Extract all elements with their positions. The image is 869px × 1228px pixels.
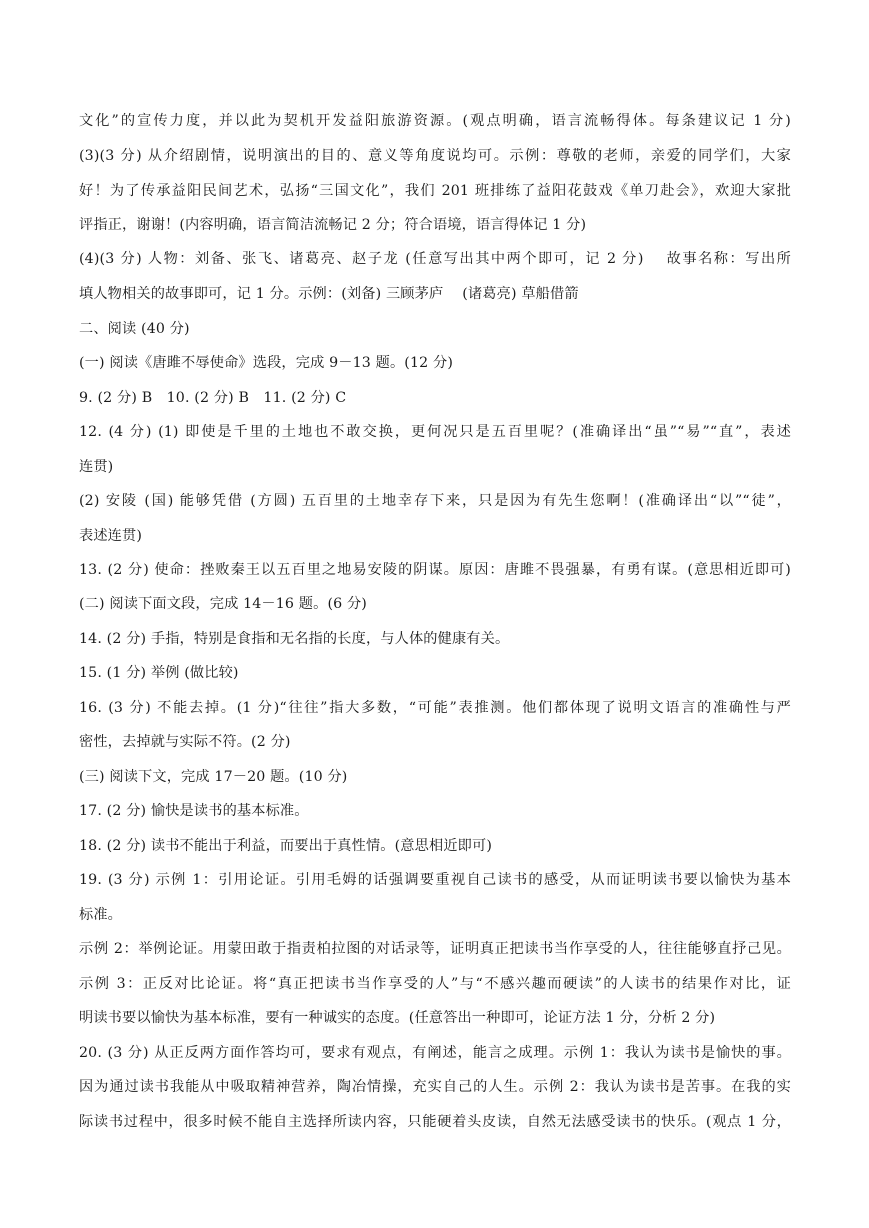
- text-line: 15. (1 分) 举例 (做比较): [79, 665, 239, 681]
- text-line: 标准。: [79, 907, 123, 923]
- text-line: 明读书要以愉快为基本标准，要有一种诚实的态度。(任意答出一种即可，论证方法 1 分，分析 2 分): [79, 1010, 716, 1026]
- text-line: 评指正，谢谢！(内容明确，语言简洁流畅记 2 分；符合语境，语言得体记 1 分): [79, 217, 587, 233]
- text-line: 16. (3 分) 不能去掉。(1 分)“往往”指大多数，“可能”表推测。他们都体现了说明文语言的准确性与严: [79, 700, 791, 716]
- text-line: 连贯): [79, 459, 114, 475]
- text-line: 表述连贯): [79, 528, 143, 544]
- text-line: 14. (2 分) 手指，特别是食指和无名指的长度，与人体的健康有关。: [79, 631, 510, 647]
- text-line: 填人物相关的故事即可，记 1 分。示例：(刘备) 三顾茅庐 (诸葛亮) 草船借箭: [79, 286, 579, 302]
- text-line: 好！为了传承益阳民间艺术，弘扬“三国文化”，我们 201 班排练了益阳花鼓戏《单刀赴会》，欢迎大家批: [79, 183, 791, 199]
- section-heading: 二、阅读 (40 分): [79, 321, 190, 337]
- subsection-heading: (三) 阅读下文，完成 17－20 题。(10 分): [79, 769, 348, 785]
- subsection-heading: (二) 阅读下面文段，完成 14－16 题。(6 分): [79, 596, 367, 612]
- text-line: 文化”的宣传力度，并以此为契机开发益阳旅游资源。(观点明确，语言流畅得体。每条建议记 1 分): [79, 113, 791, 129]
- text-line: 9. (2 分) B 10. (2 分) B 11. (2 分) C: [79, 390, 347, 406]
- text-line: (3)(3 分) 从介绍剧情，说明演出的目的、意义等角度说均可。示例：尊敬的老师，亲爱的同学们，大家: [79, 148, 791, 164]
- text-line: 20. (3 分) 从正反两方面作答均可，要求有观点，有阐述，能言之成理。示例 1：我认为读书是愉快的事。: [79, 1045, 791, 1061]
- text-line: 13. (2 分) 使命：挫败秦王以五百里之地易安陵的阴谋。原因：唐雎不畏强暴，有勇有谋。(意思相近即可): [79, 562, 791, 578]
- text-line: 示例 2：举例论证。用蒙田敢于指责柏拉图的对话录等，证明真正把读书当作享受的人，往往能够直抒己见。: [79, 941, 791, 957]
- text-line: 17. (2 分) 愉快是读书的基本标准。: [79, 803, 309, 819]
- text-line: 12. (4 分) (1) 即使是千里的土地也不敢交换，更何况只是五百里呢？(准确译出“虽”“易”“直”，表述: [79, 424, 791, 440]
- text-line: 示例 3：正反对比论证。将“真正把读书当作享受的人”与“不感兴趣而硬读”的人读书的结果作对比，证: [79, 976, 791, 992]
- text-line: (2) 安陵 (国) 能够凭借 (方圆) 五百里的土地幸存下来，只是因为有先生您啊！(准确译出“以”“徒”，: [79, 493, 791, 509]
- text-line: 19. (3 分) 示例 1：引用论证。引用毛姆的话强调要重视自己读书的感受，从而证明读书要以愉快为基本: [79, 872, 791, 888]
- text-line: 际读书过程中，很多时候不能自主选择所读内容，只能硬着头皮读，自然无法感受读书的快乐。(观点 1 分，: [79, 1114, 791, 1130]
- subsection-heading: (一) 阅读《唐雎不辱使命》选段，完成 9－13 题。(12 分): [79, 355, 454, 371]
- text-line: 18. (2 分) 读书不能出于利益，而要出于真性情。(意思相近即可): [79, 838, 493, 854]
- text-line: (4)(3 分) 人物：刘备、张飞、诸葛亮、赵子龙 (任意写出其中两个即可，记 2 分) 故事名称：写出所: [79, 251, 791, 267]
- text-line: 密性，去掉就与实际不符。(2 分): [79, 734, 291, 750]
- text-line: 因为通过读书我能从中吸取精神营养，陶冶情操，充实自己的人生。示例 2：我认为读书是苦事。在我的实: [79, 1079, 791, 1095]
